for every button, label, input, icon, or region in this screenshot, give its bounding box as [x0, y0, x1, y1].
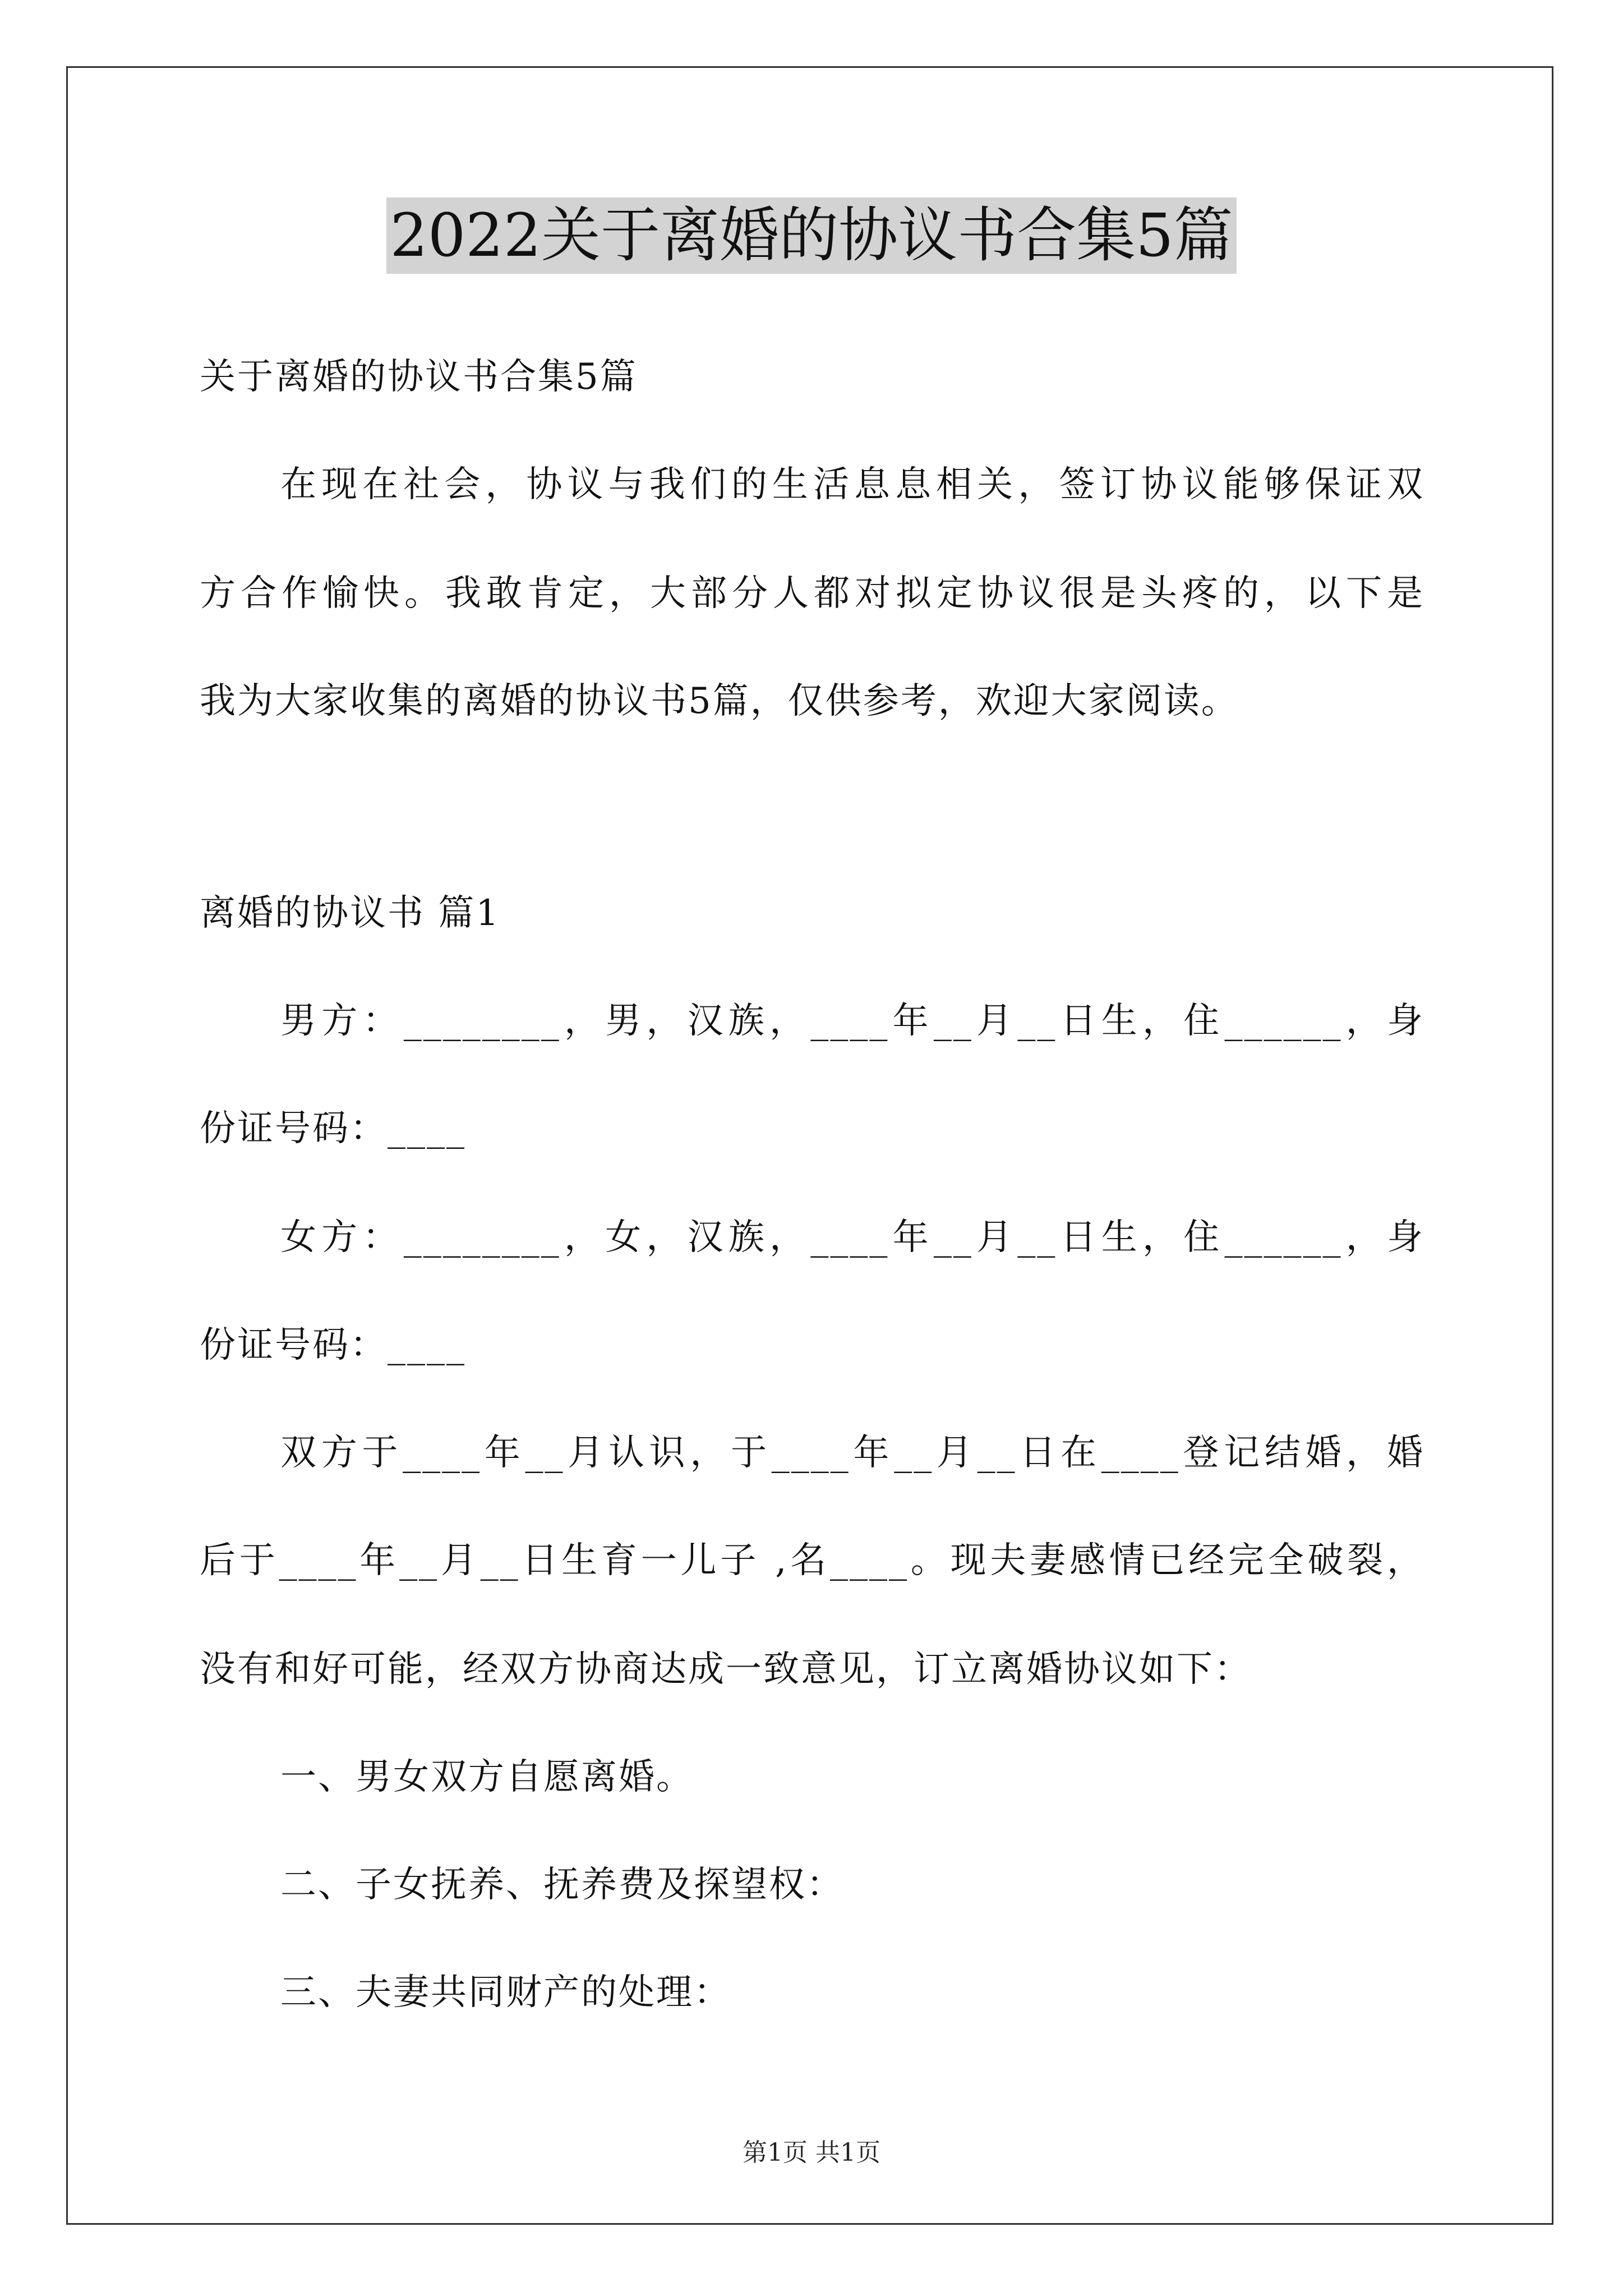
female-party-line: 女方：________，女，汉族，____年__月__日生，住______，身 — [280, 1217, 1424, 1258]
female-party-line: 份证号码：____ — [200, 1324, 466, 1366]
intro-line: 方合作愉快。我敢肯定，大部分人都对拟定协议很是头疼的，以下是 — [200, 573, 1424, 614]
document-title: 2022关于离婚的协议书合集5篇 — [386, 197, 1236, 274]
clause-item: 三、夫妻共同财产的处理： — [280, 1972, 731, 2013]
marriage-line: 双方于____年__月认识，于____年__月__日在____登记结婚，婚 — [280, 1432, 1424, 1474]
title-container — [0, 197, 1623, 274]
document-subtitle: 关于离婚的协议书合集5篇 — [200, 356, 638, 398]
clause-item: 二、子女抚养、抚养费及探望权： — [280, 1864, 844, 1906]
marriage-line: 没有和好可能，经双方协商达成一致意见，订立离婚协议如下： — [200, 1649, 1252, 1690]
clause-item: 一、男女双方自愿离婚。 — [280, 1756, 694, 1798]
intro-line: 我为大家收集的离婚的协议书5篇，仅供参考，欢迎大家阅读。 — [200, 680, 1239, 722]
intro-line: 在现在社会，协议与我们的生活息息相关，签订协议能够保证双 — [280, 464, 1424, 505]
section-heading: 离婚的协议书 篇1 — [200, 892, 501, 934]
male-party-line: 男方：________，男，汉族，____年__月__日生，住______，身 — [280, 1000, 1424, 1042]
marriage-line: 后于____年__月__日生育一儿子 ,名____。现夫妻感情已经完全破裂， — [200, 1540, 1424, 1581]
page-footer: 第1页 共1页 — [743, 2138, 880, 2167]
male-party-line: 份证号码：____ — [200, 1108, 466, 1149]
